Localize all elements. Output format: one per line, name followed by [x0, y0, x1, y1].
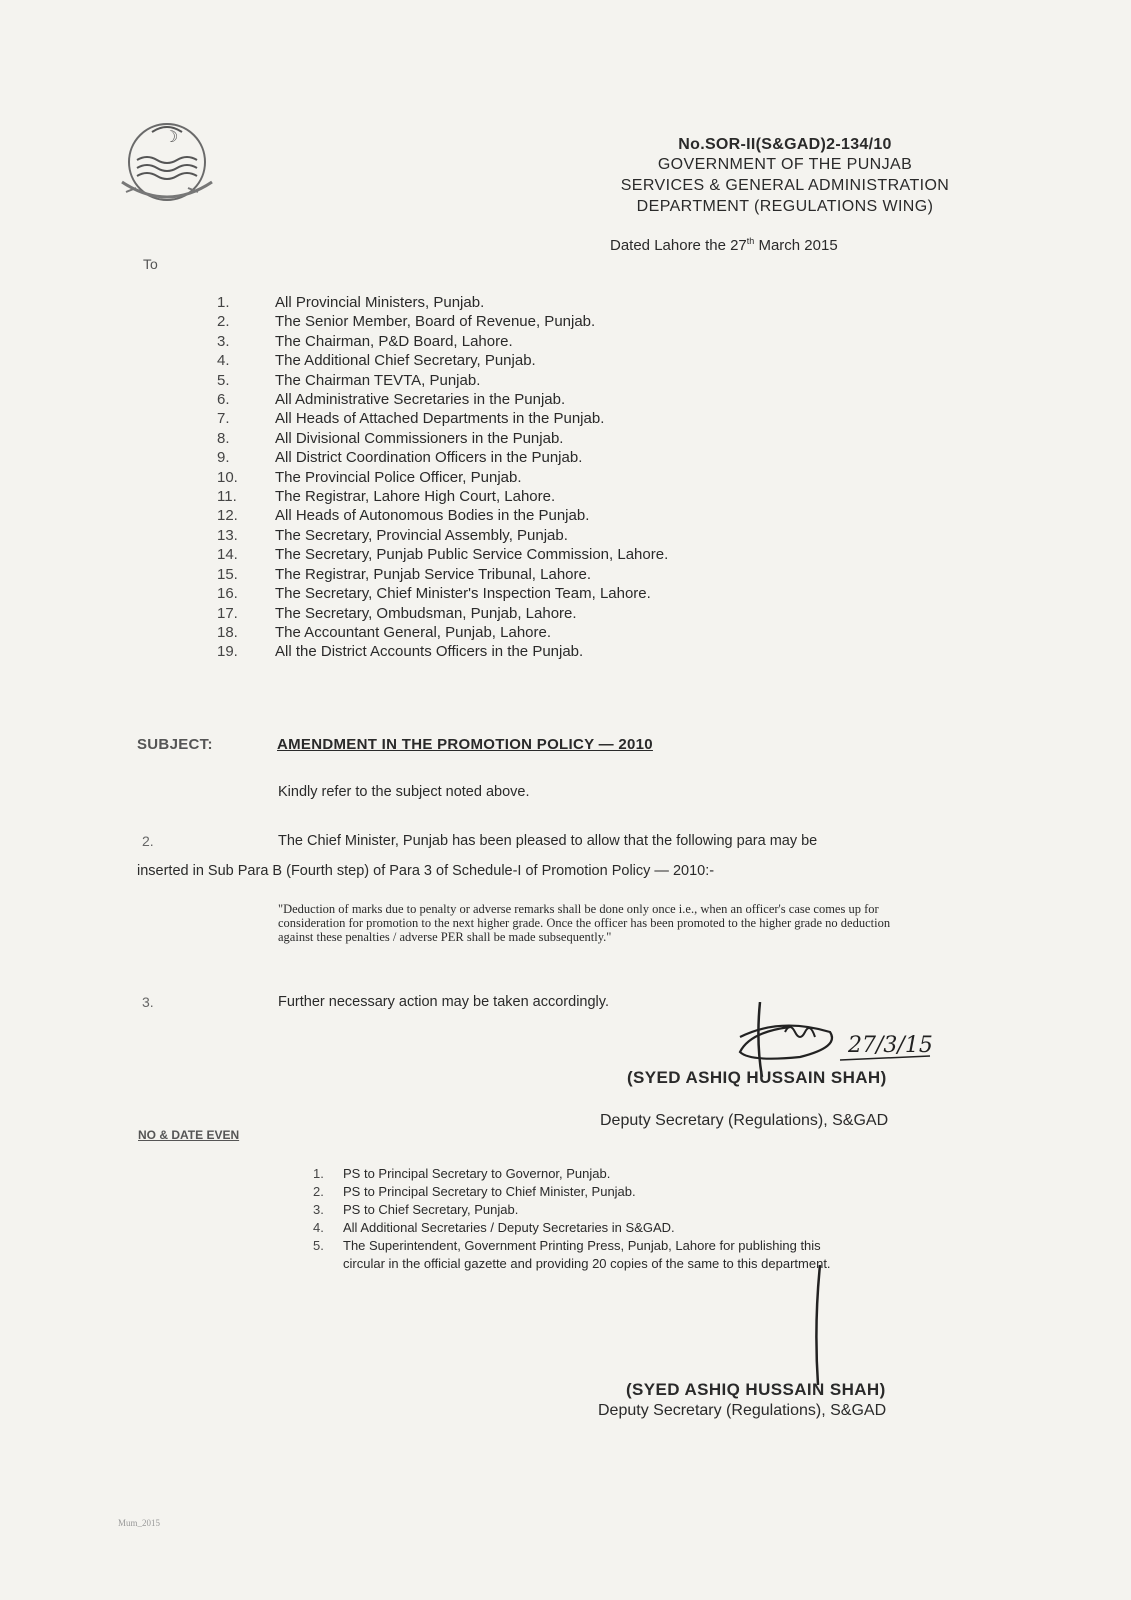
wing-line: DEPARTMENT (REGULATIONS WING): [636, 198, 934, 215]
paragraph-3: Further necessary action may be taken accordingly.: [278, 994, 609, 1010]
list-item-text: The Registrar, Punjab Service Tribunal, Lahore.: [275, 565, 592, 583]
signatory-designation-2: Deputy Secretary (Regulations), S&GAD: [598, 1402, 887, 1419]
list-item-text: The Superintendent, Government Printing Press, Punjab, Lahore for publishing this: [343, 1238, 821, 1253]
list-item-text: PS to Principal Secretary to Governor, Punjab.: [343, 1166, 611, 1181]
list-item: [313, 1219, 831, 1237]
list-item: [217, 371, 668, 390]
list-item-text: The Accountant General, Punjab, Lahore.: [275, 623, 552, 641]
list-item-number: 9.: [217, 449, 230, 467]
list-item-number: 3.: [217, 332, 230, 350]
list-item: [217, 642, 668, 661]
list-item-text: All Administrative Secretaries in the Punjab.: [275, 391, 566, 409]
department-line: SERVICES & GENERAL ADMINISTRATION: [620, 177, 950, 194]
list-item-text: All Divisional Commissioners in the Punjab.: [275, 429, 564, 447]
to-label: To: [143, 256, 158, 272]
list-item: [217, 506, 668, 525]
list-item: [217, 623, 668, 642]
punjab-emblem-logo: [112, 112, 222, 212]
list-item: [217, 390, 668, 409]
list-item: [217, 351, 668, 370]
paragraph-2-line-2: inserted in Sub Para B (Fourth step) of Para 3 of Schedule-I of Promotion Policy — 2010:-: [137, 863, 715, 879]
list-item-text: The Senior Member, Board of Revenue, Punjab.: [275, 313, 596, 331]
list-item-text: The Provincial Police Officer, Punjab.: [275, 468, 522, 486]
list-item-text: All Provincial Ministers, Punjab.: [275, 294, 485, 311]
list-item-number: 1.: [217, 294, 230, 311]
list-item-number: 3.: [313, 1202, 324, 1217]
subject-label: SUBJECT:: [137, 736, 213, 753]
list-item: [217, 429, 668, 448]
dated-line: Dated Lahore the 27th March 2015: [610, 236, 838, 254]
list-item-number: 18.: [217, 623, 238, 641]
list-item: [217, 584, 668, 603]
recipient-list: [217, 293, 668, 662]
list-item-text: All Additional Secretaries / Deputy Secretaries in S&GAD.: [343, 1220, 675, 1235]
signatory-name: (SYED ASHIQ HUSSAIN SHAH): [627, 1068, 887, 1087]
list-item-text: The Registrar, Lahore High Court, Lahore.: [275, 488, 556, 506]
list-item-text: The Chairman, P&D Board, Lahore.: [275, 332, 513, 350]
list-item-number: 19.: [217, 643, 238, 661]
list-item-number: 5.: [313, 1238, 324, 1253]
list-item-number: 6.: [217, 391, 230, 409]
govt-line: GOVERNMENT OF THE PUNJAB: [657, 156, 913, 173]
signatory-name-2: (SYED ASHIQ HUSSAIN SHAH): [626, 1380, 886, 1399]
footer-note: Mum_2015: [118, 1518, 161, 1528]
list-item-number: 15.: [217, 565, 238, 583]
list-item-number: 14.: [217, 546, 238, 564]
paragraph-3-number: 3.: [142, 994, 154, 1010]
list-item-number: 12.: [217, 507, 238, 525]
list-item-text: PS to Chief Secretary, Punjab.: [343, 1202, 519, 1217]
signature-date: 27/3/15: [848, 1033, 933, 1058]
list-item: [217, 468, 668, 487]
list-item-number: 4.: [217, 352, 230, 370]
list-item-text: The Additional Chief Secretary, Punjab.: [275, 352, 536, 370]
list-item-text: All Heads of Attached Departments in the Punjab.: [275, 410, 605, 428]
list-item: [217, 448, 668, 467]
no-date-even: NO & DATE EVEN: [138, 1128, 240, 1142]
list-item-number: [313, 1255, 343, 1273]
list-item: [217, 565, 668, 584]
inserted-quote: "Deduction of marks due to penalty or adverse remarks shall be done only once i.e., when an officer's case comes up for consideration for promotion to the next higher grade. Once the officer has been promoted to the higher grade no deduction against these penalties / adverse PER shall be made subsequently.": [278, 902, 891, 944]
list-item-text: All Heads of Autonomous Bodies in the Punjab.: [275, 507, 590, 525]
list-item-text: circular in the official gazette and providing 20 copies of the same to this department.: [343, 1256, 831, 1271]
letterhead: [560, 136, 1010, 217]
list-item: [313, 1237, 831, 1255]
list-item: [217, 526, 668, 545]
list-item-number: 1.: [313, 1166, 324, 1181]
paragraph-2-number: 2.: [142, 833, 154, 849]
list-item: [313, 1255, 831, 1273]
svg-text:☽: ☽: [164, 127, 179, 146]
list-item: [313, 1183, 831, 1201]
reference-number: No.SOR-II(S&GAD)2-134/10: [678, 136, 892, 153]
list-item-text: The Secretary, Provincial Assembly, Punjab.: [275, 526, 568, 544]
list-item-number: 13.: [217, 526, 238, 544]
list-item: [217, 487, 668, 506]
list-item: [217, 312, 668, 331]
list-item-number: 4.: [313, 1220, 324, 1235]
subject-line: [137, 736, 653, 753]
list-item-number: 5.: [217, 371, 230, 389]
list-item-number: 16.: [217, 585, 238, 603]
list-item-number: 7.: [217, 410, 230, 428]
list-item-text: The Secretary, Ombudsman, Punjab, Lahore.: [275, 604, 577, 622]
subject-title: AMENDMENT IN THE PROMOTION POLICY — 2010: [277, 736, 653, 753]
list-item: [217, 332, 668, 351]
list-item-number: 2.: [313, 1184, 324, 1199]
list-item-text: All District Coordination Officers in the Punjab.: [275, 449, 583, 467]
list-item: [217, 545, 668, 564]
list-item-text: PS to Principal Secretary to Chief Minister, Punjab.: [343, 1184, 636, 1199]
list-item-number: 8.: [217, 429, 230, 447]
list-item-number: 2.: [217, 313, 230, 331]
signatory-designation: Deputy Secretary (Regulations), S&GAD: [600, 1112, 889, 1129]
list-item-number: 10.: [217, 468, 238, 486]
list-item-text: The Secretary, Chief Minister's Inspection Team, Lahore.: [275, 585, 651, 603]
list-item: [217, 409, 668, 428]
paragraph-1: Kindly refer to the subject noted above.: [278, 784, 530, 800]
list-item-text: The Chairman TEVTA, Punjab.: [275, 371, 481, 389]
list-item: [217, 604, 668, 623]
copy-list: [313, 1165, 831, 1273]
list-item: [217, 293, 668, 312]
list-item-number: 11.: [217, 488, 237, 506]
list-item: [313, 1201, 831, 1219]
list-item: [313, 1165, 831, 1183]
list-item-text: All the District Accounts Officers in the Punjab.: [275, 643, 584, 661]
list-item-text: The Secretary, Punjab Public Service Commission, Lahore.: [275, 546, 669, 564]
list-item-number: 17.: [217, 604, 238, 622]
paragraph-2-line-1: The Chief Minister, Punjab has been pleased to allow that the following para may be: [278, 833, 818, 849]
